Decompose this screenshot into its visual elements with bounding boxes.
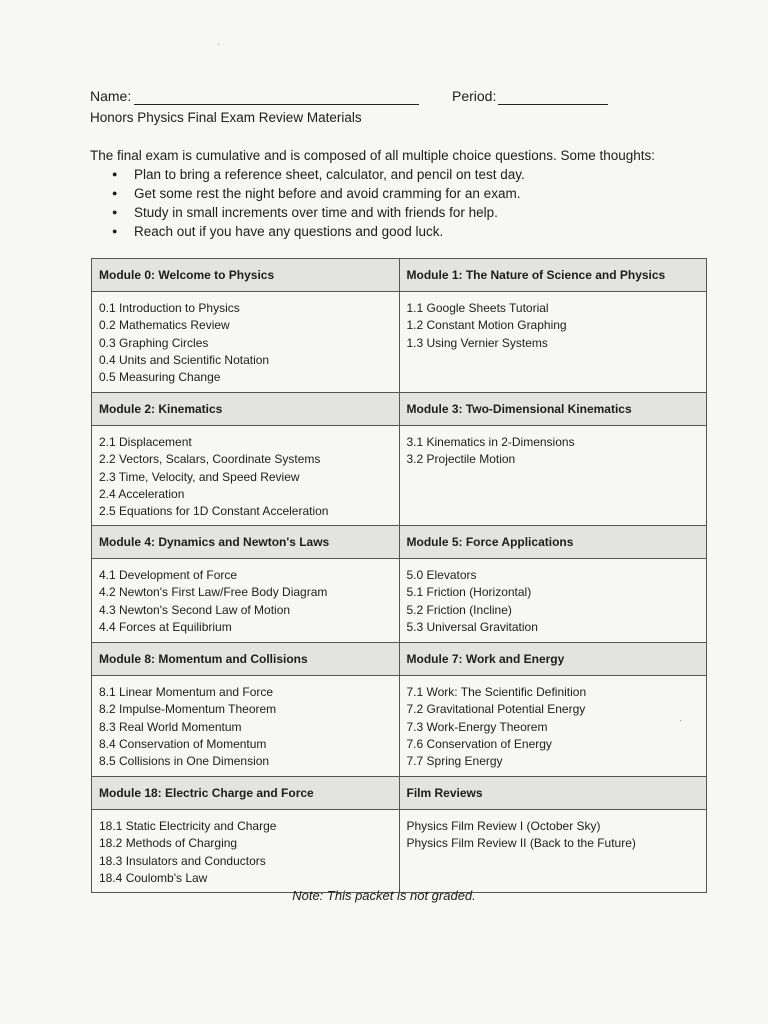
module-title: Module 18: Electric Charge and Force [92,777,400,810]
list-item: ● Plan to bring a reference sheet, calculator, and pencil on test day. [112,165,525,184]
period-label: Period: [452,88,497,104]
document-title: Honors Physics Final Exam Review Materials [90,110,362,125]
topic-item: 2.4 Acceleration [99,486,185,501]
name-label: Name: [90,88,132,104]
tips-list [112,165,525,241]
module-title: Module 3: Two-Dimensional Kinematics [399,393,707,426]
intro-text: The final exam is cumulative and is composed of all multiple choice questions. Some thoughts: [90,148,656,163]
topic-item: 7.1 Work: The Scientific Definition [406,685,587,699]
module-title: Module 8: Momentum and Collisions [92,643,400,676]
module-topics-row [92,676,707,777]
topic-item: 4.1 Development of Force [99,568,238,582]
topic-item: 5.2 Friction (Incline) [406,602,512,617]
module-title: Module 0: Welcome to Physics [92,259,400,292]
topic-list [92,810,400,893]
topic-item: Physics Film Review I (October Sky) [406,819,601,833]
footer-note: Note: This packet is not graded. [292,888,476,903]
module-header-row [92,777,707,810]
topic-item: 4.4 Forces at Equilibrium [99,619,232,634]
topic-item: 0.5 Measuring Change [99,370,221,385]
scan-speck [218,44,219,45]
topic-list [399,426,707,526]
topic-list [92,292,400,393]
topic-item: 2.5 Equations for 1D Constant Acceleration [99,504,329,519]
topic-item: 1.3 Using Vernier Systems [406,335,548,350]
module-topics-row [92,559,707,643]
module-header-row [92,526,707,559]
topic-item: 18.2 Methods of Charging [99,836,238,851]
module-title: Module 1: The Nature of Science and Physics [399,259,707,292]
modules-table [91,258,707,893]
module-title: Module 7: Work and Energy [399,643,707,676]
list-item: ● Study in small increments over time and with friends for help. [112,203,525,222]
topic-item: 2.2 Vectors, Scalars, Coordinate Systems [99,452,321,467]
topic-item: 0.1 Introduction to Physics [99,301,240,315]
topic-item: 4.2 Newton's First Law/Free Body Diagram [99,585,328,600]
topic-item: 0.4 Units and Scientific Notation [99,352,270,367]
module-title: Module 4: Dynamics and Newton's Laws [92,526,400,559]
module-header-row [92,643,707,676]
module-title: Module 5: Force Applications [399,526,707,559]
module-header-row [92,259,707,292]
topic-list [92,676,400,777]
topic-list [399,292,707,393]
topic-item: 8.1 Linear Momentum and Force [99,685,274,699]
topic-item: 8.2 Impulse-Momentum Theorem [99,702,277,717]
topic-item: 7.7 Spring Energy [406,754,503,769]
topic-item: 7.3 Work-Energy Theorem [406,719,548,734]
topic-item: 1.2 Constant Motion Graphing [406,318,567,333]
topic-list [399,559,707,643]
topic-item: 2.1 Displacement [99,435,192,449]
topic-list [399,676,707,777]
topic-list [92,426,400,526]
topic-item: 1.1 Google Sheets Tutorial [406,301,549,315]
module-topics-row [92,292,707,393]
list-item: ● Get some rest the night before and avoid cramming for an exam. [112,184,525,203]
topic-item: 8.4 Conservation of Momentum [99,736,267,751]
topic-list [399,810,707,893]
period-field[interactable] [498,104,608,105]
topic-item: 18.1 Static Electricity and Charge [99,819,277,833]
module-topics-row [92,810,707,893]
module-title: Film Reviews [399,777,707,810]
topic-item: 5.0 Elevators [406,568,477,582]
module-header-row [92,393,707,426]
topic-item: 5.1 Friction (Horizontal) [406,585,532,600]
topic-item: 5.3 Universal Gravitation [406,619,538,634]
topic-item: 18.3 Insulators and Conductors [99,853,266,868]
topic-item: 7.6 Conservation of Energy [406,736,552,751]
topic-list [92,559,400,643]
topic-item: 4.3 Newton's Second Law of Motion [99,602,291,617]
name-field[interactable] [134,104,419,105]
topic-item: 0.2 Mathematics Review [99,318,230,333]
topic-item: 2.3 Time, Velocity, and Speed Review [99,469,300,484]
module-title: Module 2: Kinematics [92,393,400,426]
topic-item: 0.3 Graphing Circles [99,335,209,350]
module-topics-row [92,426,707,526]
list-item: ● Reach out if you have any questions and good luck. [112,222,525,241]
topic-item: 8.3 Real World Momentum [99,719,242,734]
topic-item: 3.1 Kinematics in 2-Dimensions [406,435,575,449]
name-period-row [90,88,690,110]
topic-item: 3.2 Projectile Motion [406,452,516,467]
topic-item: Physics Film Review II (Back to the Future) [406,836,636,851]
topic-item: 7.2 Gravitational Potential Energy [406,702,586,717]
topic-item: 18.4 Coulomb's Law [99,870,208,885]
topic-item: 8.5 Collisions in One Dimension [99,754,270,769]
